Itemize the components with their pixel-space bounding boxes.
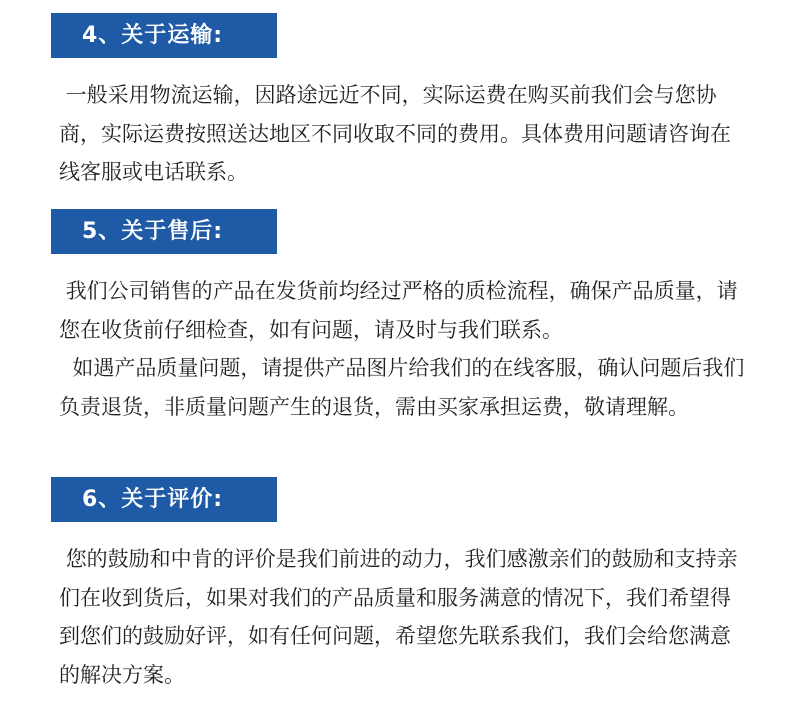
section-heading-shipping: 4、关于运输: xyxy=(51,13,277,58)
section-heading-reviews: 6、关于评价: xyxy=(51,477,277,522)
shipping-paragraph: 一般采用物流运输，因路途远近不同，实际运费在购买前我们会与您协商，实际运费按照送达地区不同收取不同的费用。具体费用问题请咨询在线客服或电话联系。 xyxy=(59,83,731,184)
after-sales-paragraph-1: 我们公司销售的产品在发货前均经过严格的质检流程，确保产品质量，请您在收货前仔细检查，如有问题，请及时与我们联系。 xyxy=(59,279,738,342)
reviews-paragraph: 您的鼓励和中肯的评价是我们前进的动力，我们感激亲们的鼓励和支持亲们在收到货后，如果对我们的产品质量和服务满意的情况下，我们希望得到您们的鼓励好评，如有任何问题，希望您先联系我们，我们会给您满意的解决方案。 xyxy=(59,547,738,687)
after-sales-paragraph-2: 如遇产品质量问题，请提供产品图片给我们的在线客服，确认问题后我们负责退货，非质量问题产生的退货，需由买家承担运费，敬请理解。 xyxy=(59,356,745,419)
section-heading-after-sales: 5、关于售后: xyxy=(51,209,277,254)
